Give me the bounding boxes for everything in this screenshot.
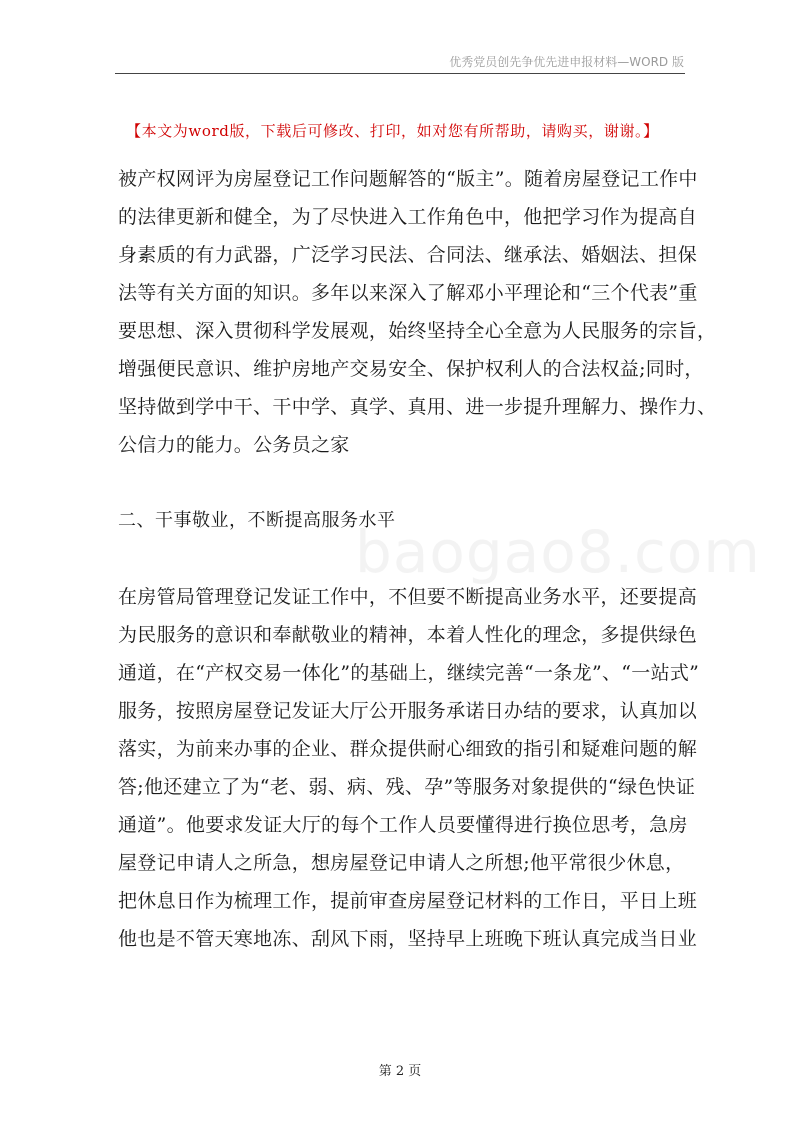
text-line: 他也是不管天寒地冻、刮风下雨，坚持早上班晚下班认真完成当日业 [118,928,698,950]
text-line: 落实，为前来办事的企业、群众提供耐心细致的指引和疑难问题的解 [118,738,698,760]
watermark: baogao8.com [355,518,761,586]
paragraph-2 [118,578,700,958]
paragraph-gap [118,540,688,578]
section-heading: 二、干事敬业，不断提高服务水平 [118,510,396,531]
text-line: 服务，按照房屋登记发证大厅公开服务承诺日办结的要求，认真加以 [118,700,698,722]
download-notice: 【本文为word版，下载后可修改、打印，如对您有所帮助，请购买，谢谢。】 [126,122,659,140]
page-number: 第 2 页 [378,1064,422,1079]
header-rule [115,73,685,74]
text-line: 法等有关方面的知识。多年以来深入了解邓小平理论和“三个代表”重 [118,282,698,304]
text-line: 通道”。他要求发证大厅的每个工作人员要懂得进行换位思考，急房 [118,814,688,836]
text-line: 增强便民意识、维护房地产交易安全、保护权利人的合法权益;同时， [118,358,704,380]
paragraph-1 [118,160,717,464]
text-line: 身素质的有力武器，广泛学习民法、合同法、继承法、婚姻法、担保 [118,244,698,266]
text-line: 公信力的能力。公务员之家 [118,434,350,456]
document-body [118,160,717,958]
text-line: 屋登记申请人之所急，想房屋登记申请人之所想;他平常很少休息， [118,852,685,874]
text-line: 把休息日作为梳理工作，提前审查房屋登记材料的工作日，平日上班 [118,890,698,912]
paragraph-gap [118,464,688,502]
text-line: 为民服务的意识和奉献敬业的精神，本着人性化的理念，多提供绿色 [118,624,698,646]
text-line: 通道，在“产权交易一体化”的基础上，继续完善“一条龙”、“一站式” [118,662,700,684]
text-line: 在房管局管理登记发证工作中，不但要不断提高业务水平，还要提高 [118,586,698,608]
page-header: 优秀党员创先争优先进申报材料—WORD 版 [449,55,684,69]
text-line: 的法律更新和健全，为了尽快进入工作角色中，他把学习作为提高自 [118,206,698,228]
text-line: 要思想、深入贯彻科学发展观，始终坚持全心全意为人民服务的宗旨， [118,320,717,342]
text-line: 被产权网评为房屋登记工作问题解答的“版主”。随着房屋登记工作中 [118,168,698,190]
text-line: 坚持做到学中干、干中学、真学、真用、进一步提升理解力、操作力、 [118,396,717,418]
text-line: 答;他还建立了为“老、弱、病、残、孕”等服务对象提供的“绿色快证 [118,776,696,798]
